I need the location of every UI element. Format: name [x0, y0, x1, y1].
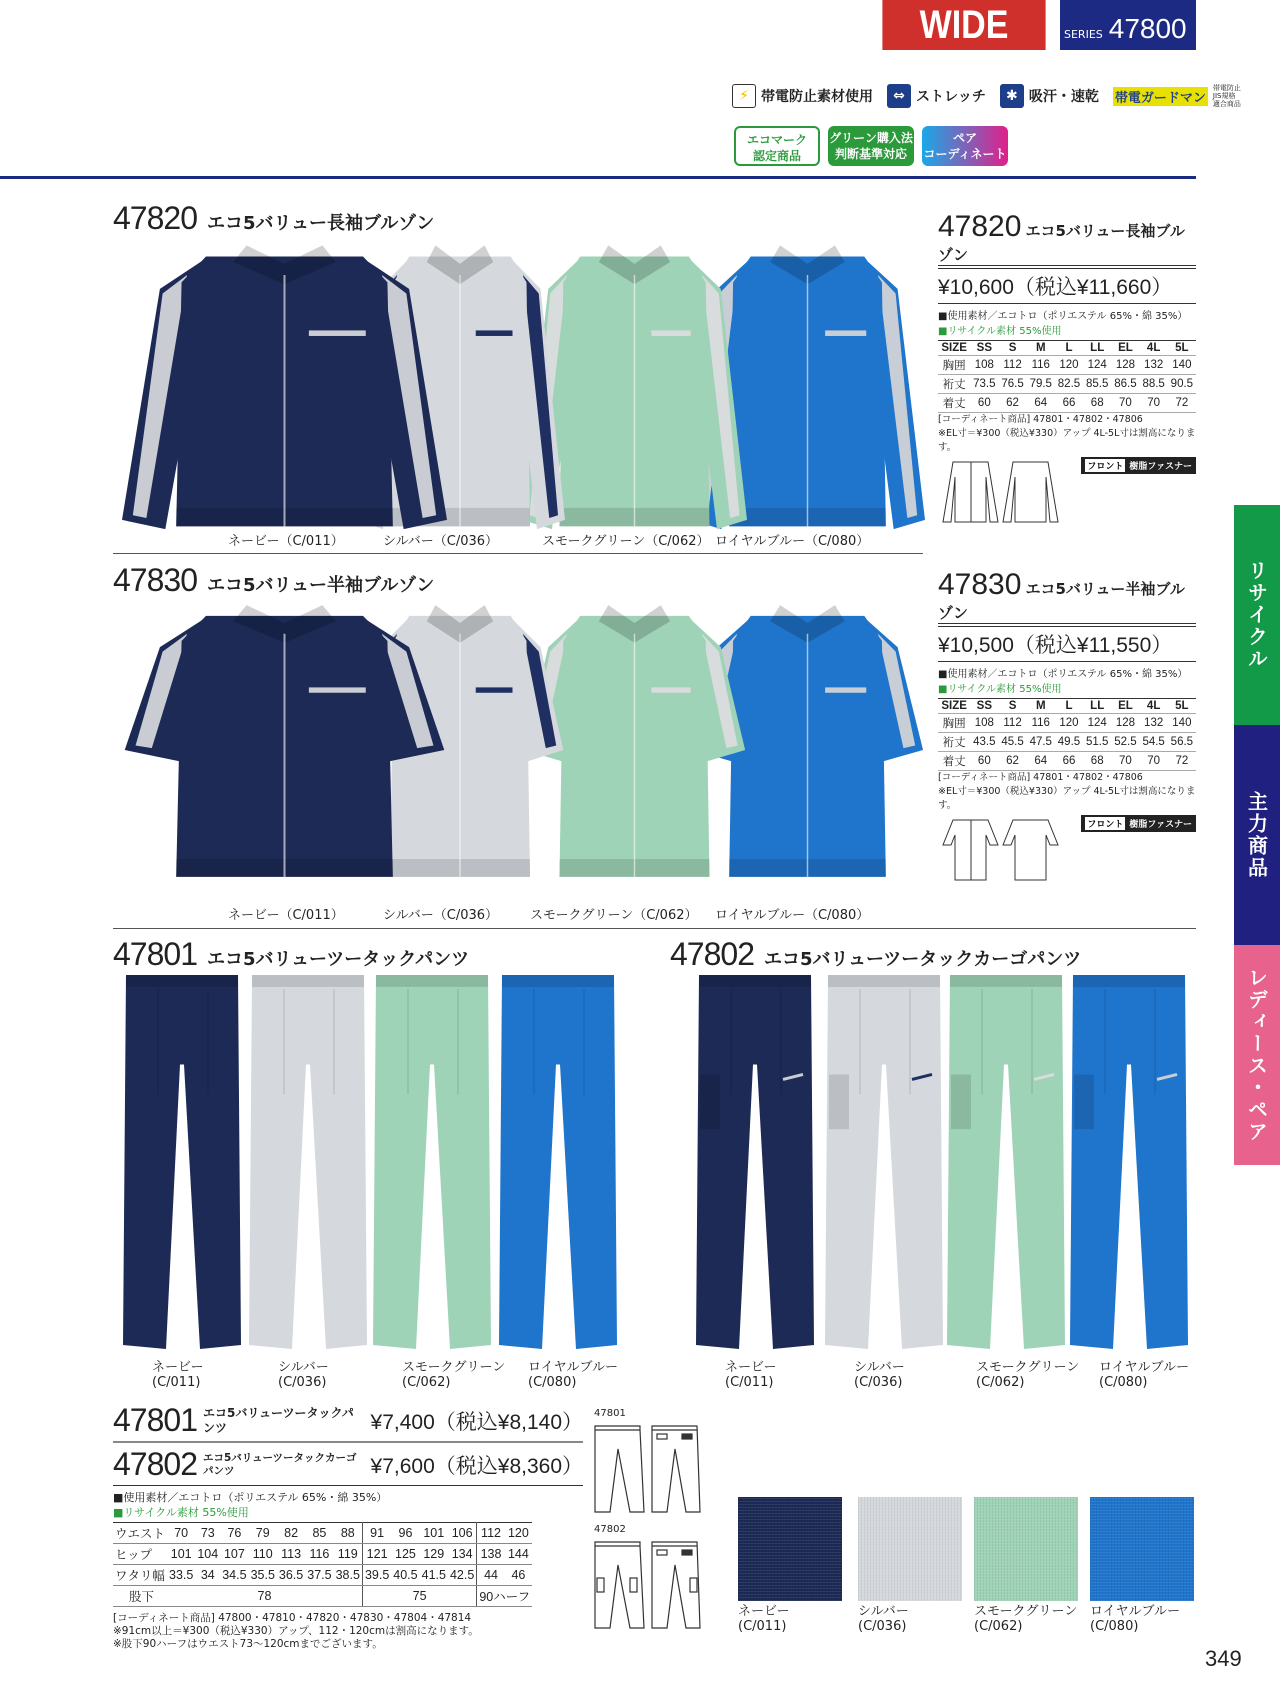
coordinate-text: [コーディネート商品] 47801・47802・47806	[938, 414, 1143, 425]
size-cell: 64	[1027, 752, 1055, 771]
size-cell: 79.5	[1027, 375, 1055, 394]
badge-line: コーディネート	[923, 147, 1007, 161]
price-47801	[113, 1402, 583, 1443]
color-label: ネービー (C/011)	[725, 1360, 777, 1390]
spec-code: 47820	[938, 210, 1022, 243]
pants-47801-line-drawing	[592, 1424, 704, 1516]
size-cell: 140	[1168, 714, 1196, 733]
size-cell: 裄丈	[938, 375, 970, 394]
size-cell: 70	[1140, 394, 1168, 413]
spec-code: 47830	[938, 568, 1022, 601]
size-cell: 112	[998, 714, 1026, 733]
chest-pocket	[825, 330, 866, 336]
size-cell: 45.5	[998, 733, 1026, 752]
certification-badges	[734, 126, 1008, 166]
size-cell: S	[998, 699, 1026, 714]
pants-material	[113, 1490, 387, 1520]
spec-name: エコ5バリュー長袖ブルゾン	[938, 222, 1185, 264]
size-cell: 120	[1055, 714, 1083, 733]
chest-pocket	[651, 687, 690, 692]
size-cell: 36.5	[277, 1565, 305, 1586]
size-row	[938, 375, 1196, 394]
size-cell: 54.5	[1140, 733, 1168, 752]
size-cell: 88.5	[1140, 375, 1168, 394]
product-name: エコ5バリュー半袖ブルゾン	[206, 575, 435, 596]
size-cell: 56.5	[1168, 733, 1196, 752]
size-row	[938, 752, 1196, 771]
feature-guardman	[1113, 84, 1243, 108]
size-cell: 70	[1111, 752, 1139, 771]
swatch-label: スモークグリーン (C/062)	[974, 1604, 1078, 1634]
recycle-text: ■リサイクル素材 55%使用	[938, 684, 1062, 695]
chest-pocket	[651, 330, 690, 336]
size-cell: 90.5	[1168, 375, 1196, 394]
size-cell: 116	[1027, 356, 1055, 375]
feature-sweat	[1000, 84, 1099, 108]
size-cell: 51.5	[1083, 733, 1111, 752]
size-cell: 34	[195, 1565, 220, 1586]
size-cell: 73	[195, 1523, 220, 1544]
size-cell: M	[1027, 699, 1055, 714]
pants-47801-0	[122, 975, 242, 1353]
size-cell: 108	[970, 356, 998, 375]
page-number: 349	[1205, 1646, 1242, 1671]
size-cell: 82.5	[1055, 375, 1083, 394]
color-label: スモークグリーン（C/062）	[530, 908, 698, 923]
size-cell: M	[1027, 341, 1055, 356]
size-cell: 44	[477, 1565, 505, 1586]
size-cell: 110	[249, 1544, 277, 1565]
size-cell: 108	[970, 714, 998, 733]
note-line: [コーディネート商品] 47800・47810・47820・47830・47804・47814	[113, 1612, 472, 1624]
size-cell: 4L	[1140, 699, 1168, 714]
product-code: 47802	[113, 1446, 197, 1482]
size-cell: 4L	[1140, 341, 1168, 356]
size-row	[113, 1565, 532, 1586]
size-cell: 33.5	[167, 1565, 195, 1586]
size-cell: 140	[1168, 356, 1196, 375]
size-cell: 104	[195, 1544, 220, 1565]
swatch-label: シルバー (C/036)	[858, 1604, 909, 1634]
product-code: 47801	[113, 936, 197, 972]
size-cell: 112	[998, 356, 1026, 375]
size-cell: SS	[970, 341, 998, 356]
badge-line: エコマーク	[746, 133, 807, 147]
size-cell: L	[1055, 699, 1083, 714]
size-cell: 96	[391, 1523, 419, 1544]
row-label: ウエスト	[113, 1523, 167, 1544]
swatch-3	[1090, 1497, 1194, 1601]
header-rule	[0, 176, 1196, 179]
product-name: エコ5バリューツータックカーゴパンツ	[763, 949, 1082, 970]
spec-name: エコ5バリュー半袖ブルゾン	[938, 580, 1185, 622]
size-cell: 113	[277, 1544, 305, 1565]
product-price: ¥7,600（税込¥8,360）	[370, 1454, 583, 1478]
color-label: ネービー（C/011）	[228, 534, 344, 549]
swatch-label: ロイヤルブルー (C/080)	[1090, 1604, 1180, 1634]
jacket-short-0	[122, 598, 447, 893]
size-cell: 90ハーフ	[477, 1586, 532, 1607]
size-cell: 70	[167, 1523, 195, 1544]
size-cell: 76.5	[998, 375, 1026, 394]
sweat-absorb-icon: ✱	[1000, 84, 1024, 108]
size-table	[938, 698, 1196, 771]
jacket-line-drawing	[938, 815, 1068, 885]
size-cell: 40.5	[391, 1565, 419, 1586]
color-label: ロイヤルブルー（C/080）	[715, 534, 870, 549]
size-cell: SIZE	[938, 699, 970, 714]
size-cell: 68	[1083, 394, 1111, 413]
color-label: ネービー (C/011)	[152, 1360, 204, 1390]
size-cell: 85.5	[1083, 375, 1111, 394]
series-number: 47800	[1108, 13, 1187, 44]
size-cell: 60	[970, 394, 998, 413]
product-code: 47820	[113, 200, 197, 236]
material-text: ■使用素材／エコトロ（ポリエステル 65%・綿 35%）	[938, 311, 1188, 322]
badge-line: ペア	[952, 131, 977, 145]
size-row	[938, 733, 1196, 752]
size-cell: 34.5	[220, 1565, 248, 1586]
size-cell: EL	[1111, 699, 1139, 714]
size-table	[938, 340, 1196, 413]
size-cell: 86.5	[1111, 375, 1139, 394]
size-cell: 5L	[1168, 341, 1196, 356]
size-cell: 72	[1168, 394, 1196, 413]
size-cell: 129	[420, 1544, 448, 1565]
feature-icons	[732, 84, 1243, 108]
size-cell: 35.5	[249, 1565, 277, 1586]
color-label: ロイヤルブルー (C/080)	[528, 1360, 618, 1390]
jacket-long-0	[122, 238, 447, 543]
size-cell: 124	[1083, 356, 1111, 375]
badge-line: グリーン購入法	[829, 131, 913, 145]
product-code: 47801	[113, 1402, 197, 1438]
product-title-47801	[113, 936, 469, 973]
color-label: ロイヤルブルー (C/080)	[1099, 1360, 1189, 1390]
color-label: シルバー (C/036)	[278, 1360, 329, 1390]
size-cell: 37.5	[305, 1565, 333, 1586]
stretch-icon: ⇔	[887, 84, 911, 108]
pants-47802-line-drawing	[592, 1540, 704, 1632]
size-cell: 着丈	[938, 752, 970, 771]
size-cell: 128	[1111, 714, 1139, 733]
size-cell: 胸囲	[938, 714, 970, 733]
side-tab-1[interactable]: 主力商品	[1234, 725, 1280, 945]
size-cell: 裄丈	[938, 733, 970, 752]
size-cell: 62	[998, 394, 1026, 413]
product-title-47830	[113, 562, 434, 599]
product-title-47802	[670, 936, 1081, 973]
material-text: ■使用素材／エコトロ（ポリエステル 65%・綿 35%）	[113, 1491, 388, 1504]
size-cell: LL	[1083, 699, 1111, 714]
size-cell: 138	[477, 1544, 505, 1565]
size-cell: 52.5	[1111, 733, 1139, 752]
size-row	[938, 699, 1196, 714]
swatch-0	[738, 1497, 842, 1601]
size-note: ※EL寸＝¥300（税込¥330）アップ 4L-5L寸は割高になります。	[938, 786, 1196, 811]
drawing-label: 47802	[594, 1524, 626, 1535]
size-row	[113, 1586, 532, 1607]
wide-badge: WIDE	[882, 0, 1045, 50]
recycle-text: ■リサイクル素材 55%使用	[938, 326, 1062, 337]
feature-label: 吸汗・速乾	[1028, 89, 1099, 105]
size-cell: 82	[277, 1523, 305, 1544]
size-cell: 70	[1111, 394, 1139, 413]
pants-notes	[113, 1612, 479, 1651]
row-label: 股下	[113, 1586, 167, 1607]
size-cell: 112	[477, 1523, 505, 1544]
product-price: ¥7,400（税込¥8,140）	[370, 1410, 583, 1434]
price-47802	[113, 1446, 583, 1486]
coordinate-text: [コーディネート商品] 47801・47802・47806	[938, 772, 1143, 783]
size-cell: 5L	[1168, 699, 1196, 714]
pants-47802-3	[1069, 975, 1189, 1353]
size-cell: 132	[1140, 714, 1168, 733]
fastener-tag: フロント 樹脂ファスナー	[1081, 815, 1196, 832]
color-label: シルバー（C/036）	[383, 534, 499, 549]
jacket-line-drawing	[938, 457, 1068, 527]
size-cell: 85	[305, 1523, 333, 1544]
swatch-1	[858, 1497, 962, 1601]
size-cell: 120	[505, 1523, 532, 1544]
feature-label: 帯電防止素材使用	[761, 89, 873, 105]
side-tab-2[interactable]: レディース・ペア	[1234, 945, 1280, 1165]
size-cell: L	[1055, 341, 1083, 356]
size-cell: 49.5	[1055, 733, 1083, 752]
pair-coordinate-badge	[922, 126, 1008, 166]
series-label: SERIES	[1064, 28, 1103, 41]
color-label: シルバー (C/036)	[854, 1360, 905, 1390]
pants-47802-1	[824, 975, 944, 1353]
size-cell: 41.5	[420, 1565, 448, 1586]
product-name: エコ5バリューツータックカーゴパンツ	[202, 1451, 357, 1477]
size-cell: 42.5	[448, 1565, 477, 1586]
size-cell: 120	[1055, 356, 1083, 375]
feature-antistatic	[732, 84, 873, 108]
size-cell: 101	[167, 1544, 195, 1565]
ecomark-badge	[734, 126, 820, 166]
size-cell: LL	[1083, 341, 1111, 356]
size-cell: 62	[998, 752, 1026, 771]
size-row	[938, 394, 1196, 413]
size-cell: 107	[220, 1544, 248, 1565]
pants-47801-2	[372, 975, 492, 1353]
product-title-47820	[113, 200, 434, 237]
size-cell: 38.5	[334, 1565, 363, 1586]
chest-pocket	[476, 330, 513, 336]
material-text: ■使用素材／エコトロ（ポリエステル 65%・綿 35%）	[938, 669, 1188, 680]
row-label: ヒップ	[113, 1544, 167, 1565]
size-cell: 72	[1168, 752, 1196, 771]
note-line: ※股下90ハーフはウエスト73〜120cmまでございます。	[113, 1638, 383, 1650]
antistatic-icon: ⚡	[732, 84, 756, 108]
color-label: シルバー（C/036）	[383, 908, 499, 923]
green-purchase-badge	[828, 126, 914, 166]
size-cell: 119	[334, 1544, 363, 1565]
size-cell: 68	[1083, 752, 1111, 771]
pants-47801-3	[498, 975, 618, 1353]
badge-line: 認定商品	[752, 149, 801, 163]
size-row	[113, 1523, 532, 1544]
size-cell: S	[998, 341, 1026, 356]
pants-47802-2	[946, 975, 1066, 1353]
divider	[113, 928, 1196, 929]
size-cell: 70	[1140, 752, 1168, 771]
guardman-logo: 帯電ガードマン	[1113, 87, 1208, 106]
spec-47830	[938, 568, 1196, 885]
size-row	[938, 341, 1196, 356]
size-cell: 60	[970, 752, 998, 771]
size-cell: 124	[1083, 714, 1111, 733]
guardman-note: 帯電防止 JIS規格 適合商品	[1212, 84, 1241, 108]
feature-label: ストレッチ	[916, 89, 986, 105]
recycle-text: ■リサイクル素材 55%使用	[113, 1506, 249, 1519]
product-code: 47802	[670, 936, 754, 972]
size-cell: 66	[1055, 752, 1083, 771]
pants-47801-1	[248, 975, 368, 1353]
drawing-label: 47801	[594, 1408, 626, 1419]
size-cell: 43.5	[970, 733, 998, 752]
size-note: ※EL寸＝¥300（税込¥330）アップ 4L-5L寸は割高になります。	[938, 428, 1196, 453]
size-cell: 116	[305, 1544, 333, 1565]
pants-47802-0	[695, 975, 815, 1353]
size-row	[113, 1544, 532, 1565]
note-line: ※91cm以上＝¥300（税込¥330）アップ、112・120cmは割高になります。	[113, 1625, 479, 1637]
spec-47820	[938, 210, 1196, 527]
size-cell: 125	[391, 1544, 419, 1565]
size-cell: 116	[1027, 714, 1055, 733]
row-label: ワタリ幅	[113, 1565, 167, 1586]
chest-pocket	[476, 687, 513, 692]
size-cell: 64	[1027, 394, 1055, 413]
size-cell: 75	[362, 1586, 476, 1607]
size-cell: SIZE	[938, 341, 970, 356]
size-row	[938, 356, 1196, 375]
size-cell: 76	[220, 1523, 248, 1544]
side-tab-0[interactable]: リサイクル	[1234, 505, 1280, 725]
feature-stretch	[887, 84, 986, 108]
size-row	[938, 714, 1196, 733]
spec-price: ¥10,500（税込¥11,550）	[938, 626, 1196, 662]
color-label: ロイヤルブルー（C/080）	[715, 908, 870, 923]
swatch-label: ネービー (C/011)	[738, 1604, 790, 1634]
badge-line: 判断基準対応	[834, 147, 907, 161]
color-label: スモークグリーン（C/062）	[542, 534, 710, 549]
size-cell: 39.5	[362, 1565, 391, 1586]
size-cell: 78	[167, 1586, 362, 1607]
size-cell: 46	[505, 1565, 532, 1586]
size-cell: 121	[362, 1544, 391, 1565]
fastener-tag: フロント 樹脂ファスナー	[1081, 457, 1196, 474]
size-cell: 134	[448, 1544, 477, 1565]
size-cell: 73.5	[970, 375, 998, 394]
spec-price: ¥10,600（税込¥11,660）	[938, 268, 1196, 304]
size-cell: 91	[362, 1523, 391, 1544]
size-cell: 66	[1055, 394, 1083, 413]
size-cell: 106	[448, 1523, 477, 1544]
size-cell: 胸囲	[938, 356, 970, 375]
size-cell: SS	[970, 699, 998, 714]
size-cell: EL	[1111, 341, 1139, 356]
chest-pocket	[309, 330, 366, 336]
size-cell: 47.5	[1027, 733, 1055, 752]
color-label: スモークグリーン (C/062)	[976, 1360, 1080, 1390]
product-name: エコ5バリュー長袖ブルゾン	[206, 213, 435, 234]
size-cell: 79	[249, 1523, 277, 1544]
size-cell: 101	[420, 1523, 448, 1544]
size-cell: 144	[505, 1544, 532, 1565]
color-label: ネービー（C/011）	[228, 908, 344, 923]
size-cell: 88	[334, 1523, 363, 1544]
size-cell: 着丈	[938, 394, 970, 413]
size-cell: 128	[1111, 356, 1139, 375]
series-badge	[1060, 0, 1196, 50]
color-label: スモークグリーン (C/062)	[402, 1360, 506, 1390]
pants-size-table	[113, 1522, 532, 1607]
chest-pocket	[825, 687, 866, 692]
size-cell: 132	[1140, 356, 1168, 375]
swatch-2	[974, 1497, 1078, 1601]
divider	[113, 553, 923, 554]
product-name: エコ5バリューツータックパンツ	[206, 949, 470, 970]
chest-pocket	[309, 687, 366, 692]
product-code: 47830	[113, 562, 197, 598]
product-name: エコ5バリューツータックパンツ	[202, 1406, 354, 1435]
